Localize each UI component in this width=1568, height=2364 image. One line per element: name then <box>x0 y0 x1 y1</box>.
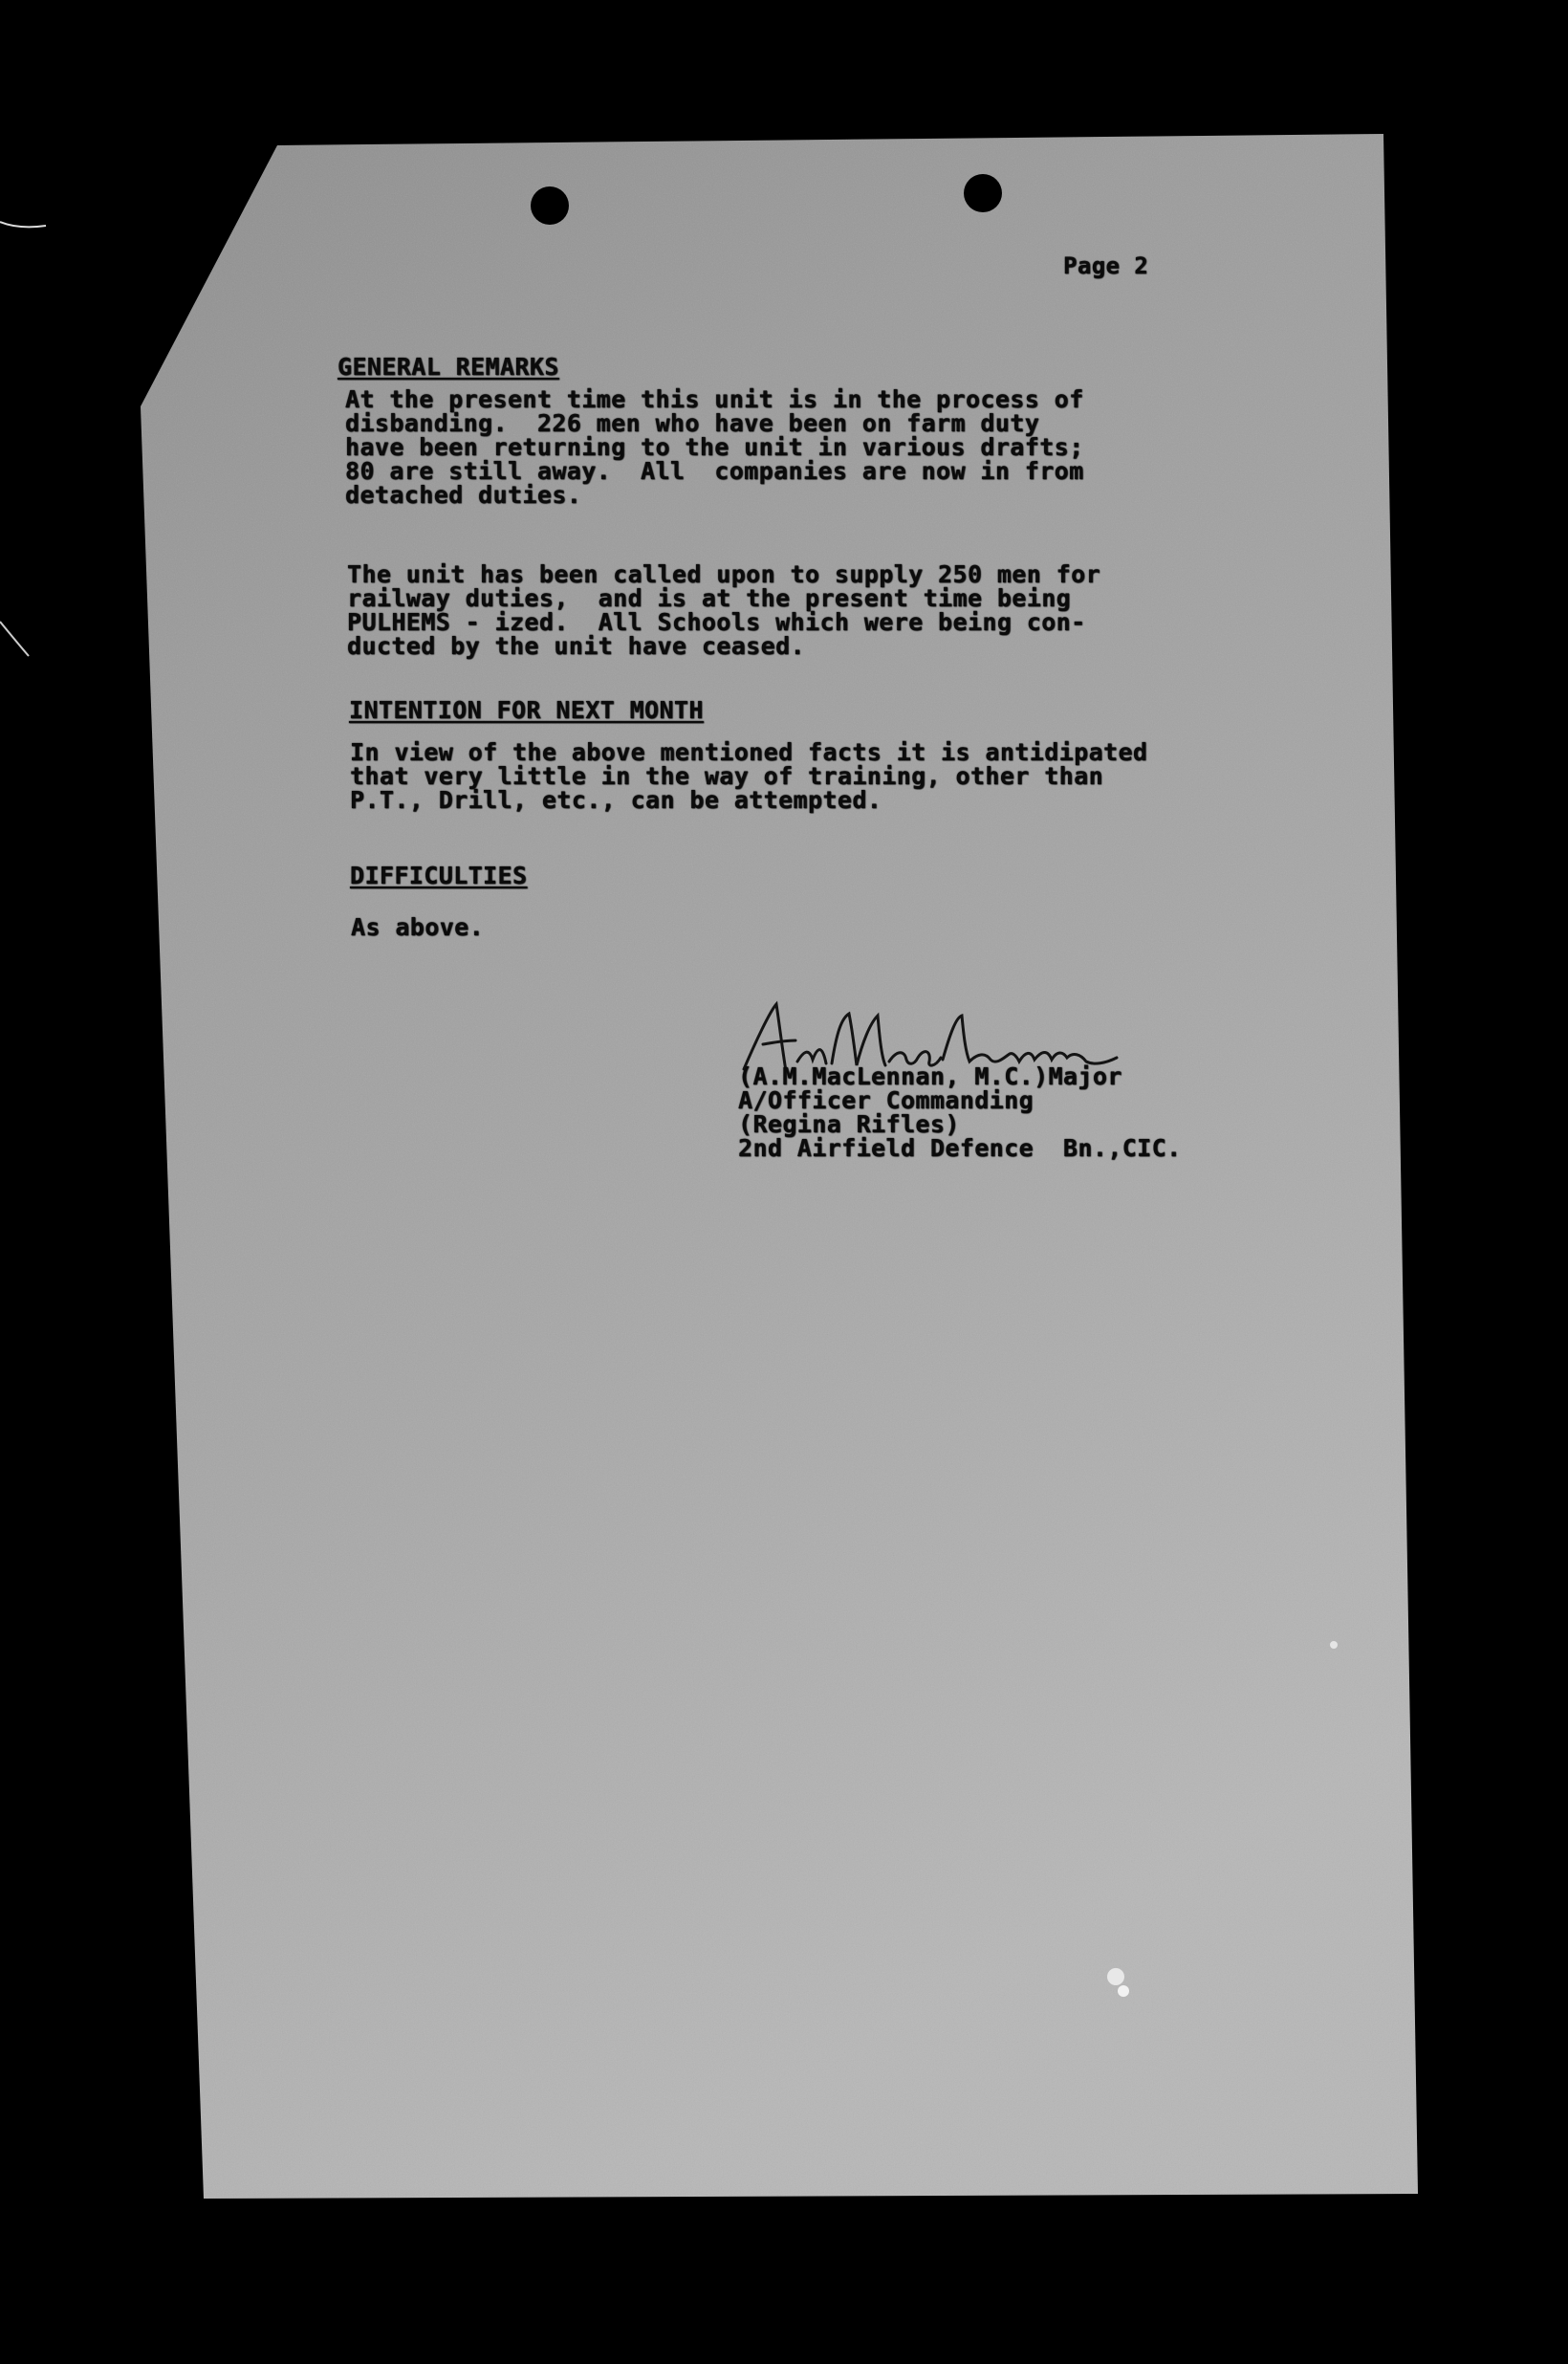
heading-difficulties: DIFFICULTIES <box>350 862 528 889</box>
paper-speck <box>1330 1641 1338 1649</box>
paper-speck <box>1107 1968 1124 1985</box>
paragraph-intention: In view of the above mentioned facts it is antidipated that very little in the way of training, other than P.T., Drill, etc., can be attempted. <box>350 738 1148 814</box>
page-number: Page 2 <box>1063 252 1149 279</box>
signature-block: (A.M.MacLennan, M.C.)Major A/Officer Commanding (Regina Rifles) 2nd Airfield Defence Bn.,CIC. <box>738 1062 1182 1162</box>
paragraph-general-remarks: At the present time this unit is in the process of disbanding. 226 men who have been on farm duty have been returning to the unit in various drafts; 80 are still away. All companies are now in from detached duties. <box>345 385 1084 509</box>
punch-hole-right <box>964 174 1002 212</box>
paragraph-difficulties: As above. <box>351 913 485 941</box>
paper-speck <box>1118 1985 1129 1997</box>
punch-hole-left <box>531 186 569 225</box>
heading-intention-next-month: INTENTION FOR NEXT MONTH <box>349 696 704 724</box>
scan-artifact <box>0 222 46 227</box>
paragraph-railway-duties: The unit has been called upon to supply 250 men for railway duties, and is at the present time being PULHEMS - ized. All Schools which were being con- ducted by the unit have ceased. <box>347 560 1101 660</box>
heading-general-remarks: GENERAL REMARKS <box>338 353 559 381</box>
scan-artifact <box>0 622 29 656</box>
